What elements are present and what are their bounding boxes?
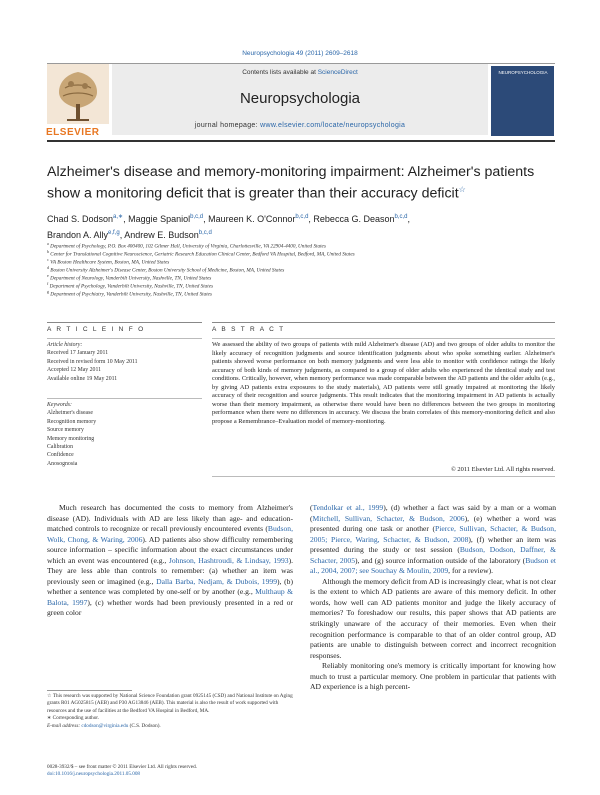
history-item: Available online 19 May 2011 [47, 375, 118, 382]
author-affil-mark[interactable]: b,c,d [198, 230, 212, 236]
affil-mark: c [47, 257, 49, 262]
journal-reference[interactable]: Neuropsychologia 49 (2011) 2609–2618 [242, 50, 358, 57]
author-affil-mark[interactable]: e,f,g [108, 230, 120, 236]
abstract-heading: A B S T R A C T [212, 326, 285, 333]
funding-footnote: ☆ This research was supported by National Science Foundation grant 0925145 (CSD) and National Institute on Aging grants R01 AG025815 (AEB) and P30 AG13846 (AEB). This material is also the result of work supported with resources and the use of facilities at the Bedford VA Hospital in Bedford, MA. [47, 693, 293, 714]
affiliation [47, 289, 557, 298]
text: ), (d) whether a fact was said by a man or a woman ( [310, 503, 556, 523]
abstract-text: We assessed the ability of two groups of patients with mild Alzheimer's disease (AD) and two groups of older adults to monitor the likely accuracy of recognition judgments and source identification judgments about who spoke something earlier. Alzheimer's patients showed worse performance on both memory judgments and were less able to monitor with confidence ratings the likely accuracy of both kinds of memory judgments, as compared to a group of older adults who experienced the identical study and test conditions. Critically, however, when memory performance was made comparable between the AD patients and the older adults (e.g., by giving AD patients extra exposures to the study materials), AD patients were still greatly impaired at monitoring the likely accuracy of their recognition and source judgments. This result indicates that the monitoring impairment in AD patients is actually worse than their memory impairment, as otherwise there would have been no differences between the two groups in monitoring performance when there were no differences in accuracy. We discuss the brain correlates of this memory-monitoring deficit and also propose a Remembrance–Evaluation model of memory-monitoring. [212, 341, 555, 425]
citation-link[interactable]: Dalla Barba, Nedjam, & Dubois, 1999 [156, 576, 277, 586]
author-name: , Maureen K. O'Connor [203, 214, 296, 224]
corresponding-author-note: ∗ Corresponding author. [47, 715, 100, 722]
footnotes [47, 693, 293, 730]
homepage-link[interactable]: www.elsevier.com/locate/neuropsychologia [260, 122, 406, 129]
page-footer [47, 764, 293, 779]
homepage-prefix: journal homepage: [194, 122, 261, 129]
divider [47, 338, 202, 339]
keyword: Alzheimer's disease [47, 410, 93, 417]
email-note [47, 723, 293, 730]
elsevier-tree-logo-icon [47, 64, 109, 135]
affil-mark: b [47, 249, 49, 254]
affil-text: Department of Psychology, Vanderbilt University, Nashville, TN, United States [49, 283, 214, 290]
keyword: Memory monitoring [47, 435, 95, 442]
text: ), and (g) source information outside of the laboratory ( [355, 555, 526, 565]
citation-link[interactable]: Budson, Wolk, Chong, & Waring, 2006 [47, 524, 293, 544]
keyword: Confidence [47, 452, 74, 459]
issn-line: 0028-3932/$ – see front matter © 2011 Elsevier Ltd. All rights reserved. [47, 764, 197, 770]
paragraph: Although the memory deficit from AD is increasingly clear, what is not clear is the extent to which AD patients are aware of this memory deficit. In other words, how well can AD patients monitor and judge the likely accuracy of memories? To foreshadow our results, this paper shows that AD patients are strikingly unaware of the accuracy of their memories. Even when their recognition performance is comparable to that of an older control group, AD patients are unable to distinguish between correct and incorrect recognition responses. [310, 576, 556, 660]
author-affil-mark[interactable]: b,c,d [190, 214, 204, 220]
author-name: , Maggie Spaniol [123, 214, 191, 224]
author-name: , Andrew E. Budson [119, 230, 199, 240]
divider [212, 322, 555, 323]
author-name: Chad S. Dodson [47, 214, 114, 224]
author-affil-mark[interactable]: a,∗ [113, 214, 124, 220]
header-rule-bottom [47, 140, 555, 142]
keyword: Calibration [47, 444, 74, 451]
text: ), (f) whether an item was presented during the study or test session ( [310, 534, 556, 555]
citation-link[interactable]: Multhaup & Balota, 1997 [47, 587, 293, 607]
email-suffix: (C.S. Dodson). [128, 722, 161, 729]
keywords [47, 401, 207, 468]
affil-text: Department of Neurology, Vanderbilt University, Nashville, TN, United States [50, 275, 212, 282]
author-affil-mark[interactable]: b,c,d [295, 214, 309, 220]
journal-name: Neuropsychologia [239, 90, 361, 107]
affil-text: VA Boston Healthcare System, Boston, MA, United States [50, 259, 170, 266]
sciencedirect-link[interactable]: ScienceDirect [317, 69, 358, 76]
citation-link[interactable]: Tendolkar et al., 1999 [312, 503, 384, 512]
article-title [47, 164, 557, 203]
affil-text: Department of Psychology, P.O. Box 400400, 102 Gilmer Hall, University of Virginia, Charlottesville, VA 22904-4400, United States [50, 243, 326, 250]
elsevier-wordmark: ELSEVIER [46, 127, 100, 138]
copyright: © 2011 Elsevier Ltd. All rights reserved. [450, 466, 555, 473]
title-text: Alzheimer's disease and memory-monitoring impairment: Alzheimer's patients show a monitoring deficit that is greater than their accuracy deficit [47, 164, 535, 202]
contents-prefix: Contents lists available at [242, 69, 318, 76]
email-label: E-mail address: [47, 722, 82, 729]
journal-cover-image [491, 66, 554, 136]
contents-line [112, 69, 488, 76]
paragraph [47, 503, 293, 619]
history-label: Article history: [47, 342, 83, 348]
divider [47, 398, 202, 399]
body-column-left [47, 503, 293, 619]
affil-text: Boston University Alzheimer's Disease Center, Boston University School of Medicine, Boston, MA, United States [50, 267, 285, 274]
affil-text: Center for Translational Cognitive Neuroscience, Geriatric Research Education Clinical Center, Bedford VA Hospital, Bedford, MA, United States [50, 251, 355, 258]
citation-link[interactable]: Mitchell, Sullivan, Schacter, & Budson, 2006 [312, 513, 465, 523]
affil-mark: a [47, 241, 49, 246]
email-link[interactable]: cdodson@virginia.edu [81, 722, 129, 729]
paragraph: Reliably monitoring one's memory is critically important for knowing how much to trust a particular memory. One problem in particular that patients with AD experience is a high percent- [310, 661, 556, 692]
divider [212, 338, 555, 339]
cover-title: NEUROPSYCHOLOGIA [498, 70, 548, 75]
text: ), (b) whether a sentence was completed by one-self or by another (e.g., [47, 576, 293, 597]
affil-text: Department of Psychiatry, Vanderbilt University, Nashville, TN, United States [50, 291, 212, 298]
divider [47, 322, 202, 323]
article-history [47, 341, 207, 383]
body-column-right [310, 503, 556, 693]
footnote-rule [47, 690, 132, 691]
title-footnote-mark[interactable]: ☆ [458, 185, 466, 194]
citation-link[interactable]: Johnson, Hashtroudi, & Lindsay, 1993 [168, 555, 289, 565]
keyword: Recognition memory [47, 418, 97, 425]
text: , for a review). [448, 566, 494, 576]
article-info-heading: A R T I C L E I N F O [47, 326, 146, 333]
text: ), (e) whether a word was presented during one task or another ( [310, 513, 556, 534]
divider [212, 476, 555, 477]
author-name: , Rebecca G. Deason [308, 214, 395, 224]
paragraph: (Tendolkar et al., 1999), (d) whether a fact was said by a man or a woman (Mitchell, Sullivan, Schacter, & Budson, 2006), (e) whether a word was presented during one task or another (Pierce, Sullivan, Schacter, & Budson, 2005; Pierce, Waring, Schacter, & Budson, 2008), (f) whether an item was presented during the study or test session (Budson, Dodson, Daffner, & Schacter, 2005), and (g) source information outside of the laboratory (Budson et al., 2004, 2007; see Souchay & Moulin, 2009, for a review). [310, 503, 556, 576]
affil-mark: e [47, 273, 49, 278]
history-item: Accepted 12 May 2011 [47, 367, 102, 374]
text: ). AD patients also show difficulty remembering source information – specific information about the exact circumstances under which an event was encountered (e.g., [47, 534, 293, 565]
author-list: Chad S. Dodson$^{a,∗}$, Maggie Spaniol$^{b,c,d}$, Maureen K. O'Connor$^{b,c,d}$, Rebecca G. Deason$^{b,c,d}$, Brandon A. Ally$^{e,f,g}$, Andrew E. Budson$^{b,c,d}$ [47, 214, 410, 240]
history-item: Received in revised form 10 May 2011 [47, 358, 138, 365]
keyword: Anosognosia [47, 460, 78, 467]
citation-link[interactable]: Budson et al., 2004, 2007; see Souchay & Moulin, 2009 [310, 555, 556, 576]
text: ). They are less able than controls to remember: (a) whether an item was previously seen or imagined (e.g., [47, 555, 293, 586]
affil-mark: d [47, 265, 49, 270]
citation-link[interactable]: Pierce, Sullivan, Schacter, & Budson, 2005; Pierce, Waring, Schacter, & Budson, 2008 [310, 524, 556, 544]
text: Much research has documented the costs to memory from Alzheimer's disease (AD). Individuals with AD are less likely than age- and education-matched controls to recognize or recall previously encountered events ( [47, 503, 293, 534]
author-affil-mark[interactable]: b,c,d [394, 214, 408, 220]
citation-link[interactable]: Budson, Dodson, Daffner, & Schacter, 2005 [310, 545, 556, 565]
author-name: Brandon A. Ally [47, 230, 109, 240]
keyword: Source memory [47, 427, 84, 434]
doi-link[interactable]: doi:10.1016/j.neuropsychologia.2011.05.008 [47, 771, 141, 778]
journal-homepage [112, 122, 488, 129]
affil-mark: g [47, 289, 49, 294]
history-item: Received 17 January 2011 [47, 350, 109, 357]
text: ), (c) whether words had been previously presented in a red or green color [47, 597, 293, 618]
affil-mark: f [47, 281, 49, 286]
keywords-label: Keywords: [47, 402, 72, 408]
